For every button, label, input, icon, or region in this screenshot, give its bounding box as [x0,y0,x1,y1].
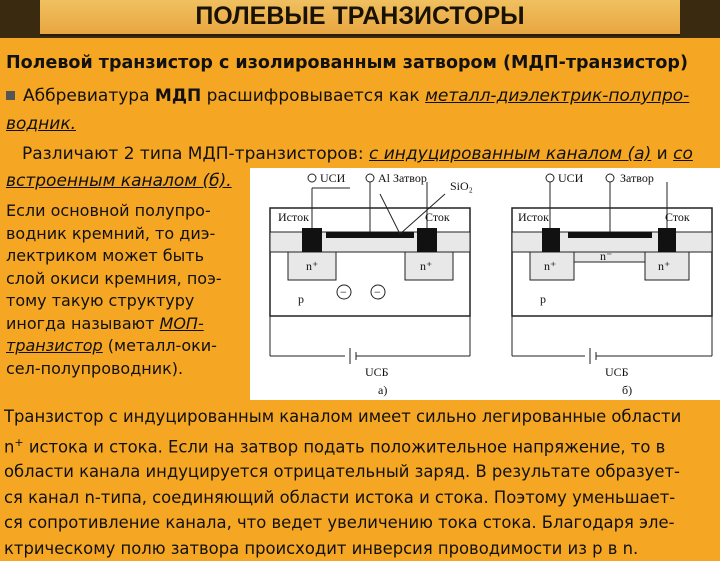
title-bar [0,0,720,38]
side-line: тому такую структуру [6,291,195,310]
types-and: и [651,144,674,164]
b-usi-label: UСИ [558,171,584,185]
b-source-label: Исток [518,210,549,224]
b-usb-label: UСБ [605,365,629,379]
side-line: Если основной полупро- [6,201,211,220]
paragraph-text: истока и стока. Если на затвор подать положительное напряжение, то в [23,436,666,456]
a-caption: а) [378,383,388,397]
side-line [6,313,251,336]
types-line [22,143,693,165]
side-line: сел-полупроводник). [6,358,184,378]
b-p-label: p [540,292,546,306]
bullet-text-mid: расшифровывается как [201,86,426,106]
heading: Полевой транзистор с изолированным затвором (МДП-транзистор) [6,53,688,73]
transistor-diagram [250,168,720,400]
bullet-expansion-cont: водник. [6,114,77,134]
a-n-plus-left: n⁺ [306,259,319,273]
side-text [6,200,251,380]
mop-term: МОП- [159,313,204,333]
n-symbol: n [4,436,15,456]
a-gate-label: Al Затвор [378,171,427,185]
a-source-label: Исток [278,210,309,224]
a-n-plus-right: n⁺ [420,259,433,273]
paragraph-line: ся сопротивление канала, что ведет увеличению тока стока. Благодаря эле- [4,513,675,533]
diagram-b [512,171,712,397]
page-title: ПОЛЕВЫЕ ТРАНЗИСТОРЫ [195,2,525,30]
n-plus-sup: + [14,435,24,449]
type-b-cont: встроенным каналом (б). [6,171,232,191]
bullet-text: Аббревиатура [23,86,155,106]
a-usi-label: UСИ [320,171,346,185]
side-line: водник кремний, то диэ- [6,223,216,243]
side-line: лектриком может быть [6,246,204,265]
types-text: Различают 2 типа МДП-транзисторов: [22,144,369,164]
transistor-figure [250,168,720,400]
b-drain-label: Сток [665,210,690,224]
b-n-plus-left: n⁺ [544,259,557,273]
b-gate-label: Затвор [620,171,654,185]
svg-text:−: − [340,285,347,299]
paragraph-line [4,430,720,460]
svg-text:−: − [374,285,381,299]
side-line [6,335,251,358]
diagram-a [270,171,473,397]
bullet-expansion: металл-диэлектрик-полупро- [425,86,690,106]
a-usb-label: UСБ [365,365,389,379]
paragraph-line: области канала индуцируется отрицательный заряд. В результате образует- [4,462,680,482]
type-a-link: с индуцированным каналом (а) [368,144,652,164]
a-drain-label: Сток [425,210,450,224]
mop-term-cont: транзистор [6,336,103,355]
side-text-part: (металл-оки- [102,336,217,355]
bottom-paragraph [4,404,720,561]
a-sio2-label: SiO₂ [450,179,473,193]
bullet-abbr: МДП [154,86,202,106]
b-caption: б) [622,383,633,397]
side-text-part: иногда называют [6,313,160,333]
bullet-icon [6,91,15,100]
type-b-start: со [673,144,693,164]
a-p-label: p [298,292,304,306]
paragraph-line: ся канал n-типа, соединяющий области истока и стока. Поэтому уменьшает- [4,487,676,507]
b-n-plus-right: n⁺ [658,259,671,273]
bullet-line [6,85,689,107]
side-line: слой окиси кремния, поэ- [6,268,222,288]
b-n-minus: n⁻ [600,249,613,263]
paragraph-line: ктрическому полю затвора происходит инверсия проводимости из p в n. [4,538,639,558]
paragraph-line: Транзистор с индуцированным каналом имеет сильно легированные области [4,407,682,426]
title-box [40,0,680,36]
